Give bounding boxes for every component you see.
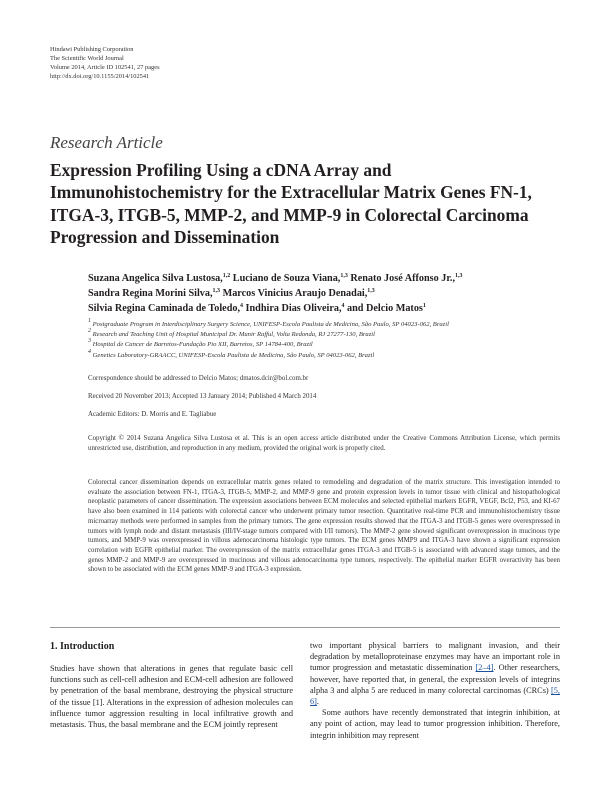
doi-link[interactable]: http://dx.doi.org/10.1155/2014/102541 bbox=[50, 72, 150, 80]
header-line: Volume 2014, Article ID 102541, 27 pages bbox=[50, 63, 160, 71]
author-line bbox=[88, 301, 558, 316]
paragraph: Some authors have recently demonstrated that integrin inhibition, at any point of action, may lead to tumor progression inhibition. Therefore, integrin inhibition may represent bbox=[310, 708, 560, 740]
title-line: Progression and Dissemination bbox=[50, 226, 280, 247]
citation-link[interactable]: [5, 6] bbox=[310, 685, 560, 707]
right-column bbox=[310, 640, 560, 741]
author: Sandra Regina Morini Silva, bbox=[88, 288, 213, 299]
title-line: Immunohistochemistry for the Extracellular Matrix Genes FN-1, bbox=[50, 182, 532, 203]
author: Suzana Angelica Silva Lustosa, bbox=[88, 273, 223, 284]
text: two important physical barriers to malignant invasion, and their degradation by metalloproteinase enzymes may have an important role in tumor progression and metastatic dissemination bbox=[310, 641, 560, 673]
affil-text: Research and Teaching Unit of Hospital Municipal Dr. Munir Rafful, Volta Redonda, RJ 27277-130, Brazil bbox=[92, 331, 375, 339]
title-line: Expression Profiling Using a cDNA Array and bbox=[50, 160, 392, 180]
citation-link[interactable]: [2–4] bbox=[475, 663, 494, 673]
author-affil-sup: 1,3 bbox=[455, 273, 463, 279]
title-line: ITGA-3, ITGB-5, MMP-2, and MMP-9 in Colorectal Carcinoma bbox=[50, 204, 529, 225]
author: and Delcio Matos bbox=[344, 303, 423, 314]
author-list bbox=[88, 271, 558, 316]
text: . Other researchers, however, have reported that, in general, the expression levels of integrins alpha 3 and alpha 5 are reduced in many colorectal carcinomas (CRCs) bbox=[310, 663, 560, 695]
author: Indhira Dias Oliveira, bbox=[243, 303, 342, 314]
author-affil-sup: 1,3 bbox=[367, 288, 375, 294]
affil-num: 3 bbox=[88, 338, 91, 345]
divider bbox=[50, 627, 560, 628]
dates: Received 20 November 2013; Accepted 13 January 2014; Published 4 March 2014 bbox=[88, 393, 317, 400]
affil-num: 2 bbox=[88, 328, 91, 335]
author-affil-sup: 1 bbox=[422, 303, 426, 309]
author-affil-sup: 1,2 bbox=[222, 273, 231, 279]
affiliation bbox=[88, 340, 560, 350]
journal-header bbox=[50, 46, 160, 82]
affil-text: Hospital de Cancer de Barretos-Fundação Pio XII, Barretos, SP 14784-400, Brazil bbox=[92, 341, 313, 349]
abstract: Colorectal cancer dissemination depends on extracellular matrix genes related to remodeling and degradation of the matrix structure. This investigation intended to evaluate the association between FN-1, ITGA-3, ITGB-5, MMP-2, and MMP-9 gene and protein expression levels in tumor tissue with clinical and histopathological neoplastic parameters of cancer dissemination. The expression associations between ECM molecules and selected epithelial markers EGFR, VEGF, Bcl2, P53, and KI-67 have also been examined in 114 patients with colorectal cancer who underwent primary tumor resection. Quantitative real-time PCR and immunohistochemistry tissue microarray methods were performed in samples from the primary tumors. The gene expression results showed that the ITGA-3 and ITGB-5 genes were overexpressed in tumors with lymph node and distant metastasis (III/IV-stage tumors compared with I/II tumors). The MMP-2 gene showed significant overexpression in mucinous type tumors, and MMP-9 was overexpressed in villous adenocarcinoma histologic type tumors. The ECM genes MMP9 and ITGA-3 have shown a significant expression correlation with EGFR epithelial marker. The overexpression of the matrix extracellular genes ITGA-3 and ITGB-5 is associated with advanced stage tumors, and the genes MMP-2 and MMP-9 are overexpressed in mucinous and villous adenocarcinoma type tumors, respectively. The epithelial marker EGFR overactivity has been shown to be associated with the ECM genes MMP-9 and ITGA-3 expression. bbox=[88, 479, 560, 574]
affiliation bbox=[88, 330, 560, 340]
affil-num: 4 bbox=[88, 348, 91, 355]
author: Silvia Regina Caminada de Toledo, bbox=[88, 303, 240, 314]
section-title: 1. Introduction bbox=[50, 641, 115, 652]
affil-text: Postgraduate Program in Interdisciplinary Surgery Science, UNIFESP-Escola Paulista de Medicina, São Paulo, SP 04023-062, Brazil bbox=[92, 321, 449, 328]
copyright: Copyright © 2014 Suzana Angelica Silva Lustosa et al. This is an open access article distributed under the Creative Commons Attribution License, which permits unrestricted use, distribution, and reproduction in any medium, provided the original work is properly cited. bbox=[88, 435, 560, 452]
correspondence: Correspondence should be addressed to Delcio Matos; dmatos.dcir@bol.com.br bbox=[88, 375, 309, 382]
paragraph bbox=[310, 640, 560, 707]
author-line bbox=[88, 286, 558, 301]
affiliation bbox=[88, 348, 560, 361]
article-type: Research Article bbox=[50, 133, 163, 152]
affiliations bbox=[88, 320, 560, 361]
author: Luciano de Souza Viana, bbox=[230, 273, 341, 284]
paragraph: Studies have shown that alterations in genes that regulate basic cell functions such as cell-cell adhesion and ECM-cell adhesion are followed by penetration of the basal membrane, destroying the physical structure of the tissue [1]. Alterations in the expression of adhesion molecules can influence tumor aggression resulting in local infiltrative growth and metastasis. Thus, the basal membrane and the ECM jointly represent bbox=[50, 664, 293, 730]
affil-num: 1 bbox=[88, 318, 91, 324]
author: Marcos Vinicius Araujo Denadai, bbox=[220, 288, 368, 299]
text: . bbox=[316, 697, 319, 707]
author: Renato José Affonso Jr., bbox=[347, 273, 455, 284]
article-title bbox=[50, 159, 560, 248]
affil-text: Genetics Laboratory-GRAACC, UNIFESP-Escola Paulista de Medicina, São Paulo, SP 04023-062, Brazil bbox=[92, 351, 375, 359]
author-affil-sup: 1,3 bbox=[212, 288, 221, 294]
header-line: Hindawi Publishing Corporation bbox=[50, 46, 134, 53]
affiliation bbox=[88, 320, 560, 330]
header-line: The Scientific World Journal bbox=[50, 54, 124, 62]
author-affil-sup: 4 bbox=[240, 303, 243, 309]
author-affil-sup: 1,3 bbox=[340, 273, 348, 279]
academic-editors: Academic Editors: D. Morris and E. Tagliabue bbox=[88, 411, 217, 418]
left-column bbox=[50, 663, 293, 730]
author-line bbox=[88, 271, 558, 286]
author-affil-sup: 4 bbox=[341, 303, 345, 309]
